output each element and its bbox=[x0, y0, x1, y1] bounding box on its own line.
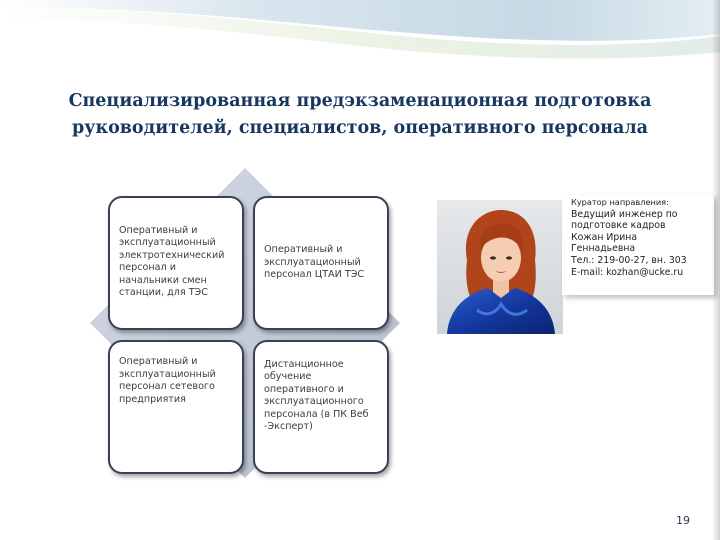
curator-position-line-1: Ведущий инженер по bbox=[571, 208, 678, 220]
page-number: 19 bbox=[676, 514, 690, 527]
card-line: персонал ЦТАИ ТЭС bbox=[264, 269, 365, 281]
header-swoosh-decoration bbox=[0, 0, 720, 80]
card-line: -Эксперт) bbox=[264, 421, 313, 432]
program-card-text bbox=[119, 356, 216, 406]
card-line: обучение bbox=[264, 371, 312, 382]
title-line-2: руководителей, специалистов, оперативного персонала bbox=[72, 118, 648, 138]
program-card-text bbox=[264, 244, 364, 282]
curator-position-line-2: подготовке кадров bbox=[571, 220, 666, 232]
program-card-distance-learning[interactable] bbox=[253, 340, 389, 474]
person-portrait-icon bbox=[437, 200, 563, 334]
card-line: эксплуатационного bbox=[264, 396, 364, 407]
card-line: персонала (в ПК Веб bbox=[264, 408, 369, 420]
curator-info-box bbox=[562, 195, 714, 295]
curator-photo bbox=[437, 200, 563, 334]
card-line: Оперативный и bbox=[119, 224, 198, 236]
program-card-text bbox=[119, 225, 224, 300]
curator-email[interactable]: E-mail: kozhan@ucke.ru bbox=[571, 266, 684, 278]
card-line: эксплуатационный bbox=[264, 256, 361, 268]
curator-name-line-2: Геннадьевна bbox=[571, 243, 636, 255]
card-line: предприятия bbox=[119, 393, 186, 405]
card-line: эксплуатационный bbox=[119, 368, 216, 380]
card-line: Дистанционное bbox=[264, 358, 344, 370]
program-card-electrotechnical[interactable] bbox=[108, 196, 244, 330]
card-line: Оперативный и bbox=[264, 244, 343, 256]
slide-title bbox=[30, 88, 690, 142]
card-line: электротехнический bbox=[119, 249, 225, 261]
card-line: эксплуатационный bbox=[119, 237, 216, 248]
curator-caption: Куратор направления: bbox=[571, 197, 669, 207]
card-line: персонал сетевого bbox=[119, 381, 215, 392]
card-line: персонал и bbox=[119, 262, 176, 273]
card-line: оперативного и bbox=[264, 383, 344, 395]
right-edge-shadow bbox=[712, 0, 720, 540]
program-card-grid-company[interactable] bbox=[108, 340, 244, 474]
program-card-ctai[interactable] bbox=[253, 196, 389, 330]
card-line: Оперативный и bbox=[119, 356, 198, 367]
title-line-1: Специализированная предэкзаменационная подготовка bbox=[68, 91, 652, 111]
card-line: станции, для ТЭС bbox=[119, 287, 208, 298]
program-card-text bbox=[264, 359, 369, 434]
curator-phone: Тел.: 219-00-27, вн. 303 bbox=[571, 254, 687, 266]
curator-name-line-1: Кожан Ирина bbox=[571, 231, 638, 243]
card-line: начальники смен bbox=[119, 274, 207, 286]
